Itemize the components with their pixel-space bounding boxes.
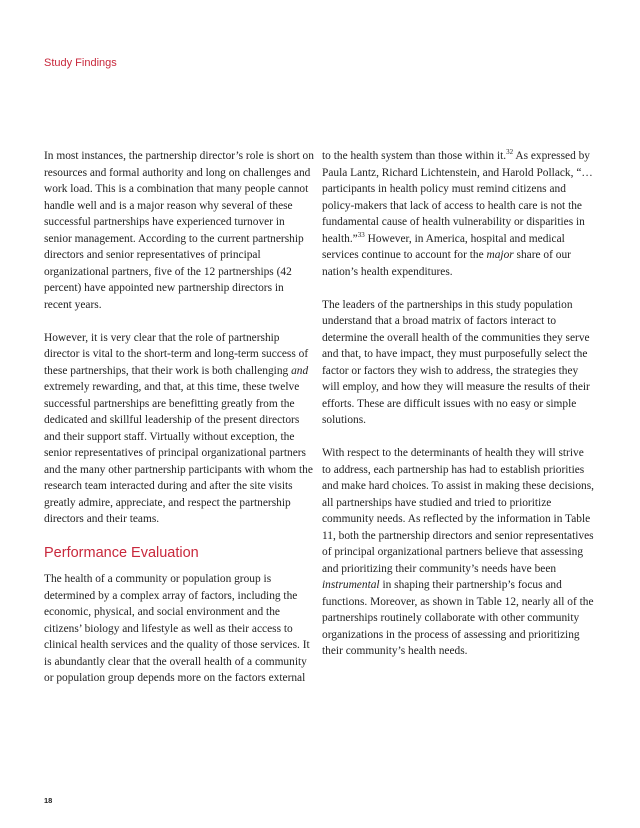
page-number: 18 bbox=[44, 796, 53, 805]
section-label: Study Findings bbox=[44, 57, 117, 69]
text-run: With respect to the determinants of health they will strive to address, each partnership has had to establish priorities and make hard choices. To assist in making these decisions, all partnerships have studied and tried to prioritize community needs. As reflected by the information in Table 11, both the partnership directors and senior representatives of principal organizational partners believe that assessing and prioritizing their community’s needs have been bbox=[322, 447, 594, 575]
paragraph-community-health: The health of a community or population group is determined by a complex array of factors, including the economic, physical, and social environment and the citizens’ biology and lifestyle as well as their access to clinical health services and the quality of those services. It is abundantly clear that the overall health of a community or population group depends more on the factors external bbox=[44, 573, 310, 684]
left-column bbox=[44, 148, 314, 687]
emphasis-major: major bbox=[486, 249, 514, 261]
emphasis-and: and bbox=[291, 364, 309, 377]
footnote-ref-32: 32 bbox=[506, 148, 514, 157]
paragraph-partnership-director-role: In most instances, the partnership director’s role is short on resources and formal authority and long on challenges and work load. This is a combination that many people cannot handle well and is a major reason why several of these successful partnerships have experienced turnover in senior management. According to the current partnership directors and senior representatives of principal organizational partners, five of the 12 partnerships (42 percent) have appointed new partnership directors in recent years. bbox=[44, 150, 314, 311]
emphasis-instrumental: instrumental bbox=[322, 579, 380, 591]
text-run: extremely rewarding, and that, at this time, these twelve successful partnerships are benefitting greatly from the dedicated and skillful leadership of the present directors and their support staff. Virtually without exception, the senior representatives of principal organizational partners and the many other partnership participants with whom the research team interacted during and after the site visits greatly admire, appreciate, and respect the partnership directors and their teams. bbox=[44, 381, 313, 525]
paragraph-determinants-of-health bbox=[322, 445, 594, 660]
section-heading-performance-evaluation: Performance Evaluation bbox=[44, 545, 199, 561]
text-run: to the health system than those within it. bbox=[322, 150, 507, 162]
paragraph-director-vital-role bbox=[44, 330, 314, 528]
text-run: However, in America, hospital and medical services continue to account for the bbox=[322, 232, 565, 261]
right-column bbox=[322, 148, 594, 660]
text-run: As expressed by Paula Lantz, Richard Lichtenstein, and Harold Pollack, “…participants in health policy must remind citizens and policy-makers that lack of access to health care is not the fundamental cause of health vulnerability or disparities in health.” bbox=[322, 150, 593, 245]
text-run: share of our nation’s health expenditures. bbox=[322, 249, 571, 278]
paragraph-health-system bbox=[322, 148, 594, 280]
footnote-ref-33: 33 bbox=[357, 230, 365, 239]
text-run: in shaping their partnership’s focus and functions. Moreover, as shown in Table 12, nearly all of the partnerships routinely collaborate with other community organizations in the process of assessing and prioritizing their community’s health needs. bbox=[322, 579, 594, 657]
paragraph-partnership-leaders: The leaders of the partnerships in this study population understand that a broad matrix of factors interact to determine the overall health of the communities they serve and that, to have impact, they must purposefully select the factor or factors they wish to address, the strategies they will employ, and how they will measure the results of their efforts. These are difficult issues with no easy or simple solutions. bbox=[322, 298, 590, 426]
text-run: However, it is very clear that the role of partnership director is vital to the short-term and long-term success of these partnerships, that their work is both challenging bbox=[44, 331, 309, 377]
